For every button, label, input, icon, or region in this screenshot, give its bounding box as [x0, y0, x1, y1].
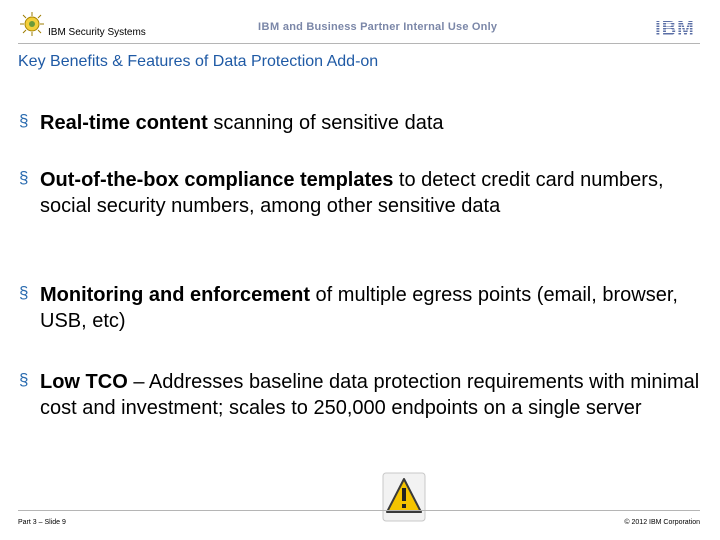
page-title: Key Benefits & Features of Data Protection Add-on: [18, 53, 379, 70]
bullet-item: [19, 369, 704, 421]
bullet-rest: of multiple egress points (email, browser, USB, etc): [40, 284, 678, 332]
bullet-text: [40, 369, 704, 421]
header-divider: [18, 43, 700, 44]
bullet-bold: Out-of-the-box compliance templates: [40, 169, 394, 191]
bullet-item: [19, 110, 704, 136]
internal-use-text: and Business Partner Internal Use Only: [279, 21, 498, 33]
brand-text: IBM Security Systems: [48, 27, 146, 38]
bullet-bold: Low TCO: [40, 371, 128, 393]
bullet-bold: Real-time content: [40, 112, 208, 134]
internal-use-banner: [258, 21, 497, 33]
bullet-text: [40, 167, 704, 219]
section-bullet-icon: §: [19, 168, 29, 187]
footer-divider: [18, 510, 700, 511]
bullet-rest: to detect credit card numbers, social security numbers, among other sensitive data: [40, 169, 664, 217]
bullet-item: [19, 167, 704, 219]
slide-header: [0, 0, 720, 44]
bullet-rest: scanning of sensitive data: [207, 112, 444, 134]
copyright: © 2012 IBM Corporation: [624, 519, 700, 526]
security-logo-icon: [18, 10, 46, 38]
warning-icon: [382, 472, 426, 522]
ibm-logo: [650, 18, 700, 38]
bullet-item: [19, 282, 704, 334]
internal-use-ibm: IBM: [258, 21, 280, 33]
section-bullet-icon: §: [19, 111, 29, 130]
ibm-logo-text: IBM: [655, 18, 695, 38]
bullet-bold: Monitoring and enforcement: [40, 284, 310, 306]
bullet-rest: – Addresses baseline data protection requirements with minimal cost and investment; scales to 250,000 endpoints on a single server: [40, 371, 700, 419]
section-bullet-icon: §: [19, 370, 29, 389]
bullet-text: [40, 110, 704, 136]
section-bullet-icon: §: [19, 283, 29, 302]
bullet-text: [40, 282, 704, 334]
slide-number: Part 3 – Slide 9: [18, 519, 66, 526]
